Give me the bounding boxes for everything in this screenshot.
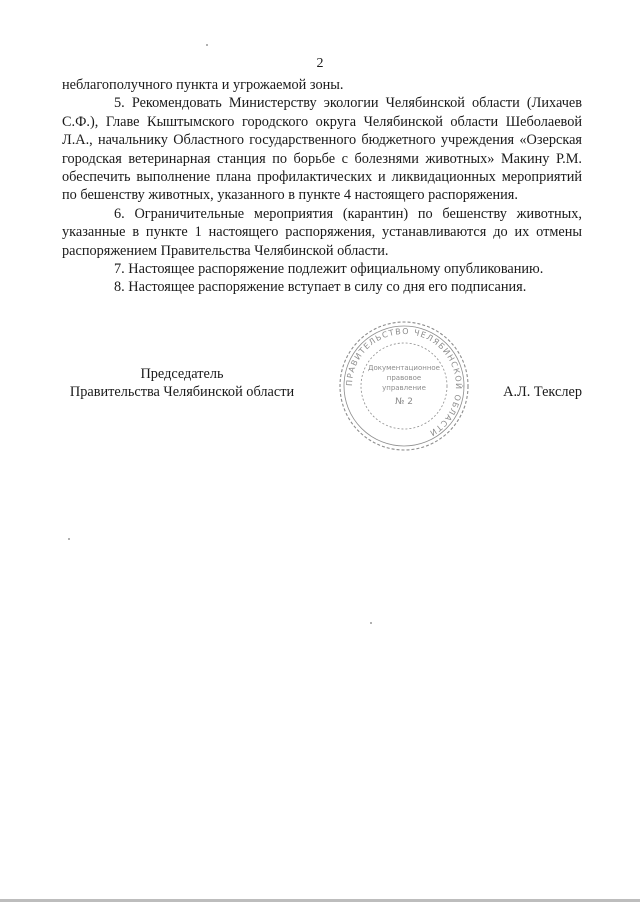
document-body xyxy=(62,76,582,297)
paragraph-item-8: 8. Настоящее распоряжение вступает в силу со дня его подписания. xyxy=(114,279,527,296)
page-number: 2 xyxy=(316,56,324,71)
paragraph-item-5: 5. Рекомендовать Министерству экологии Челябинской области (Лихачев С.Ф.), Главе Кыштымского городского округа Челябинской области Шеболаевой Л.А., начальнику Областного государственного бюджетного учреждения «Озерская городская ветеринарная станция по борьбе с болезнями животных» Макину Р.М. обеспечить выполнение плана профилактических и ликвидационных мероприятий по бешенству животных, указанного в пункте 4 настоящего распоряжения. xyxy=(62,95,582,204)
scan-speck xyxy=(68,538,70,540)
signatory-position xyxy=(62,365,302,402)
paragraph-item-7: 7. Настоящее распоряжение подлежит официальному опубликованию. xyxy=(114,261,544,278)
signatory-position-line1: Председатель xyxy=(140,366,224,382)
paragraph-item-6: 6. Ограничительные мероприятия (карантин) по бешенству животных, указанные в пункте 1 настоящего распоряжения, устанавливаются до их отмены распоряжением Правительства Челябинской области. xyxy=(62,205,582,259)
signatory-position-line2: Правительства Челябинской области xyxy=(69,384,295,401)
seal-center-line2: правовое xyxy=(386,374,422,382)
paragraph-continuation: неблагополучного пункта и угрожаемой зоны. xyxy=(62,77,344,93)
signatory-name: А.Л. Текслер xyxy=(503,384,582,400)
seal-outer-text: ПРАВИТЕЛЬСТВО ЧЕЛЯБИНСКОЙ ОБЛАСТИ xyxy=(344,326,464,438)
scan-edge-line xyxy=(0,899,640,902)
svg-text:ПРАВИТЕЛЬСТВО ЧЕЛЯБИНСКОЙ ОБЛА xyxy=(345,327,465,438)
scan-speck xyxy=(206,44,208,46)
seal-center-number: № 2 xyxy=(395,397,413,407)
seal-center-line1: Документационное xyxy=(368,364,440,372)
seal-center-line3: управление xyxy=(382,384,426,392)
scan-speck xyxy=(370,622,372,624)
seal-graphic xyxy=(334,318,474,454)
official-seal xyxy=(334,318,474,454)
